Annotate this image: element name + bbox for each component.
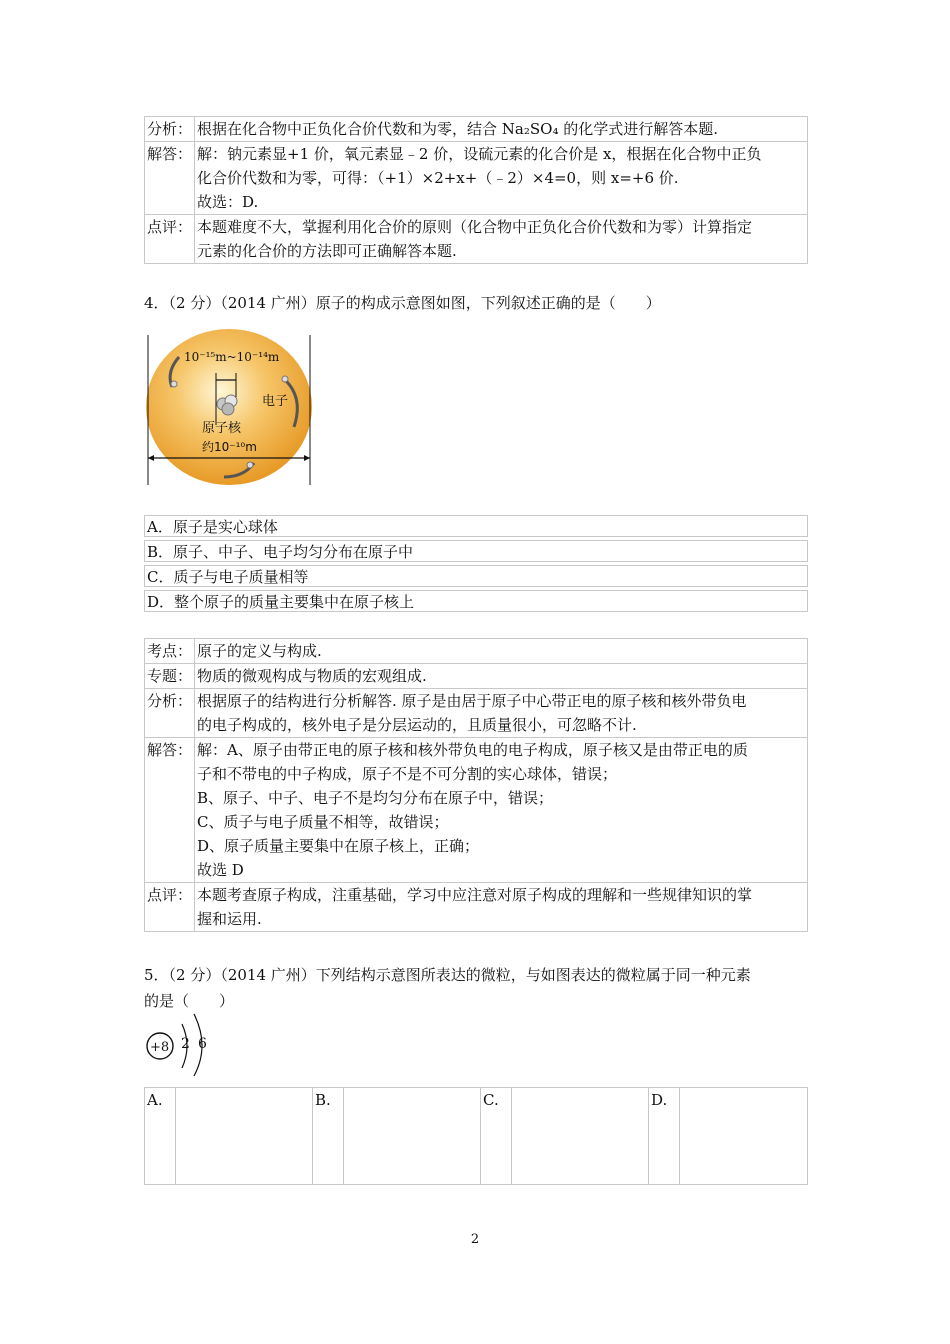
text-line: C、质子与电子质量不相等，故错误； bbox=[197, 813, 449, 831]
row-label: 考点： bbox=[145, 639, 195, 664]
text-line: 本题难度不大，掌握利用化合价的原则（化合物中正负化合价代数和为零）计算指定 bbox=[197, 218, 753, 236]
option-d: D．整个原子的质量主要集中在原子核上 bbox=[144, 590, 808, 612]
text-line: 解：A、原子由带正电的原子核和核外带负电的电子构成，原子核又是由带正电的质 bbox=[197, 741, 748, 759]
atom-structure-figure bbox=[144, 327, 316, 489]
q5-options-table bbox=[144, 1087, 808, 1185]
text-line: 5．（2 分）（2014 广州）下列结构示意图所表达的微粒，与如图表达的微粒属于同一种元素 bbox=[144, 966, 751, 984]
nucleus-icon bbox=[222, 403, 234, 415]
row-label: 分析： bbox=[145, 689, 195, 738]
table-row bbox=[145, 215, 808, 264]
row-content bbox=[195, 689, 808, 738]
row-label: 点评： bbox=[145, 883, 195, 932]
table-row bbox=[145, 664, 808, 689]
table-row bbox=[145, 117, 808, 142]
text-line: 化合价代数和为零，可得：（+1）×2+x+（﹣2）×4=0，则 x=+6 价. bbox=[197, 169, 679, 187]
nucleus-charge: +8 bbox=[150, 1040, 170, 1055]
table-row bbox=[145, 1088, 808, 1185]
option-c: C．质子与电子质量相等 bbox=[144, 565, 808, 587]
electron-icon bbox=[247, 462, 253, 468]
text-line: 元素的化合价的方法即可正确解答本题. bbox=[197, 242, 457, 260]
text-line: 握和运用. bbox=[197, 910, 262, 928]
table-row bbox=[145, 142, 808, 215]
option-a-image bbox=[176, 1088, 313, 1185]
row-content bbox=[195, 639, 808, 664]
option-b: B．原子、中子、电子均匀分布在原子中 bbox=[144, 540, 808, 562]
row-content bbox=[195, 738, 808, 883]
electron-icon bbox=[282, 376, 288, 382]
text-line: 根据原子的结构进行分析解答. 原子是由居于原子中心带正电的原子核和核外带负电 bbox=[197, 692, 747, 710]
arrow-head-icon bbox=[304, 455, 310, 461]
atom-size-label: 约10⁻¹⁰m bbox=[202, 440, 257, 454]
option-b-image bbox=[344, 1088, 481, 1185]
atomic-structure-diagram bbox=[144, 1012, 214, 1078]
q5-stem bbox=[144, 962, 812, 1014]
text-line: 本题考查原子构成，注重基础，学习中应注意对原子构成的理解和一些规律知识的掌 bbox=[197, 886, 753, 904]
q4-analysis-table bbox=[144, 638, 808, 932]
q3-analysis-table bbox=[144, 116, 808, 264]
row-label: 解答： bbox=[145, 738, 195, 883]
shell-2-electrons: 6 bbox=[198, 1036, 207, 1052]
table-row bbox=[145, 738, 808, 883]
text-line: 解：钠元素显+1 价，氧元素显﹣2 价，设硫元素的化合价是 x，根据在化合物中正负 bbox=[197, 145, 762, 163]
electron-icon bbox=[171, 381, 177, 387]
q4-stem: 4．（2 分）（2014 广州）原子的构成示意图如图，下列叙述正确的是（ ） bbox=[144, 294, 661, 312]
text-line: 的是（ ） bbox=[144, 992, 235, 1010]
arrow-head-icon bbox=[148, 455, 154, 461]
text-line: 故选：D. bbox=[197, 193, 259, 211]
row-content bbox=[195, 664, 808, 689]
text-line: B、原子、中子、电子不是均匀分布在原子中，错误； bbox=[197, 789, 554, 807]
nucleus-label: 原子核 bbox=[202, 421, 242, 436]
text-line: 原子的定义与构成. bbox=[197, 642, 322, 660]
text-line: 的电子构成的，核外电子是分层运动的，且质量很小，可忽略不计. bbox=[197, 716, 637, 734]
option-b-label: B. bbox=[313, 1088, 344, 1185]
text-line: 故选 D bbox=[197, 861, 244, 879]
row-label: 解答： bbox=[145, 142, 195, 215]
electron-label: 电子 bbox=[262, 394, 289, 409]
row-content bbox=[195, 117, 808, 142]
option-d-image bbox=[680, 1088, 808, 1185]
row-content bbox=[195, 215, 808, 264]
option-a: A．原子是实心球体 bbox=[144, 515, 808, 537]
text-line: 子和不带电的中子构成，原子不是不可分割的实心球体，错误； bbox=[197, 765, 618, 783]
row-label: 点评： bbox=[145, 215, 195, 264]
text-line: 根据在化合物中正负化合价代数和为零，结合 Na₂SO₄ 的化学式进行解答本题. bbox=[197, 120, 718, 138]
row-label: 分析： bbox=[145, 117, 195, 142]
row-content bbox=[195, 883, 808, 932]
option-c-label: C. bbox=[481, 1088, 512, 1185]
option-c-image bbox=[512, 1088, 649, 1185]
table-row bbox=[145, 883, 808, 932]
text-line: D、原子质量主要集中在原子核上，正确； bbox=[197, 837, 480, 855]
table-row bbox=[145, 639, 808, 664]
text-line: 物质的微观构成与物质的宏观组成. bbox=[197, 667, 427, 685]
nucleus-size-label: 10⁻¹⁵m~10⁻¹⁴m bbox=[184, 350, 280, 364]
shell-1-electrons: 2 bbox=[181, 1036, 190, 1052]
row-content bbox=[195, 142, 808, 215]
row-label: 专题： bbox=[145, 664, 195, 689]
page-number: 2 bbox=[470, 1232, 480, 1247]
table-row bbox=[145, 689, 808, 738]
option-d-label: D. bbox=[649, 1088, 680, 1185]
option-a-label: A. bbox=[145, 1088, 176, 1185]
